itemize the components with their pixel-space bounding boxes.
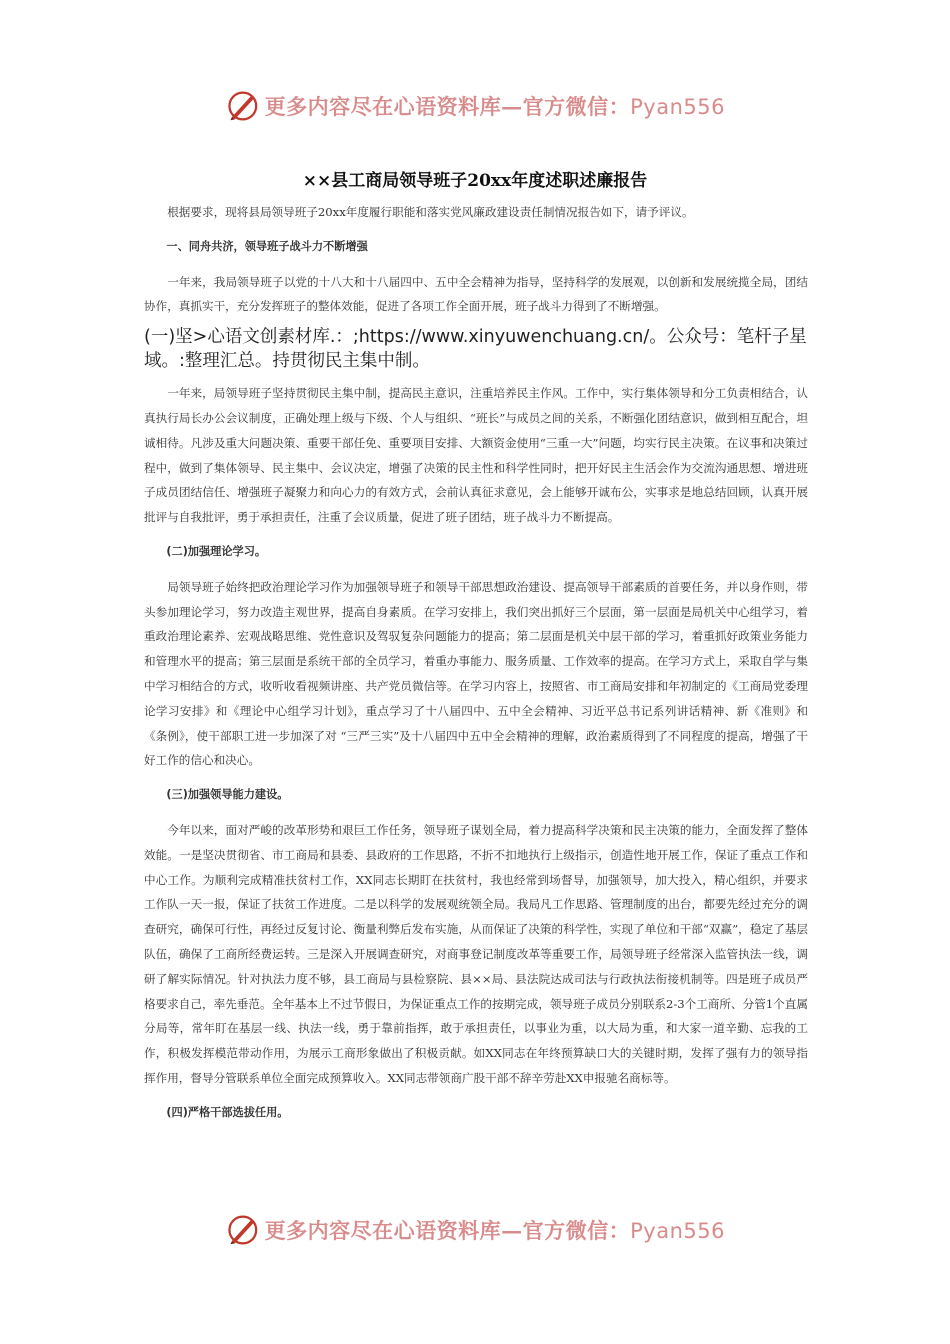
pen-logo-icon [225,87,261,125]
intro-paragraph: 根据要求，现将县局领导班子20xx年度履行职能和落实党风廉政建设责任制情况报告如下，请予评议。 [167,205,694,219]
page-title: ××县工商局领导班子20xx年度述职述廉报告 [302,171,648,191]
section1-paragraph: 一年来，我局领导班子以党的十八大和十八届四中、五中全会精神为指导，坚持科学的发展观，以创新和发展统揽全局，团结协作，真抓实干，充分发挥班子的整体效能，促进了各项工作全面开展，班子战斗力得到了不断增强。 [144,274,808,314]
banner-text: 更多内容尽在心语资料库—官方微信：Pyan556 [264,94,725,119]
document-body [144,200,808,1126]
sub3-heading: (三)加强领导能力建设。 [166,788,289,802]
sub2-heading: (二)加强理论学习。 [166,544,267,558]
watermark-line: (一)坚>心语文创素材库.：;https://www.xinyuwenchuang.cn/。公众号：笔杆子星域。:整理汇总。持贯彻民主集中制。 [144,327,807,372]
sub2-paragraph: 局领导班子始终把政治理论学习作为加强领导班子和领导干部思想政治建设、提高领导干部素质的首要任务，并以身作则，带头参加理论学习，努力改造主观世界，提高自身素质。在学习安排上，我们突出抓好三个层面，第一层面是局机关中心组学习，着重政治理论素养、宏观战略思维、党性意识及驾驭复杂问题能力的提高；第二层面是机关中层干部的学习，着重抓好政策业务能力和管理水平的提高；第三层面是系统干部的全员学习，着重办事能力、服务质量、工作效率的提高。在学习方式上，采取自学与集中学习相结合的方式，收听收看视频讲座、共产党员微信等。在学习内容上，按照省、市工商局安排和年初制定的《工商局党委理论学习安排》和《理论中心组学习计划》，重点学习了十八届四中、五中全会精神、习近平总书记系列讲话精神、新《准则》和《条例》，使干部职工进一步加深了对 “三严三实”及十八届四中五中全会精神的理解，政治素质得到了不同程度的提高，增强了干好工作的信心和决心。 [144,579,808,768]
banner-text: 更多内容尽在心语资料库—官方微信：Pyan556 [264,1218,725,1243]
section1-heading: 一、同舟共济，领导班子战斗力不断增强 [166,239,368,253]
banner-wechat-id: Pyan556 [630,1219,725,1243]
sub1-paragraph: 一年来，局领导班子坚持贯彻民主集中制，提高民主意识，注重培养民主作风。工作中，实行集体领导和分工负责相结合，认真执行局长办公会议制度，正确处理上级与下级、个人与组织、“班长”与成员之间的关系，不断强化团结意识，做到相互配合，坦诚相待。凡涉及重大问题决策、重要干部任免、重要项目安排、大额资金使用“三重一大”问题，均实行民主决策。在议事和决策过程中，做到了集体领导、民主集中、会议决定，增强了决策的民主性和科学性同时，把开好民主生活会作为交流沟通思想、增进班子成员团结信任、增强班子凝聚力和向心力的有效方式，会前认真征求意见，会上能够开诚布公，实事求是地总结回顾，认真开展批评与自我批评，勇于承担责任，注重了会议质量，促进了班子团结，班子战斗力不断提高。 [144,386,808,525]
sub3-paragraph: 今年以来，面对严峻的改革形势和艰巨工作任务，领导班子谋划全局，着力提高科学决策和民主决策的能力，全面发挥了整体效能。一是坚决贯彻省、市工商局和县委、县政府的工作思路，不折不扣地执行上级指示，创造性地开展工作，保证了重点工作和中心工作。为顺利完成精准扶贫村工作，XX同志长期盯在扶贫村，我也经常到场督导，加强领导，加大投入，精心组织，并要求工作队一天一报，保证了扶贫工作进度。二是以科学的发展观统领全局。我局凡工作思路、管理制度的出台，都要先经过充分的调查研究，确保可行性，再经过反复讨论、衡量利弊后发布实施，从而保证了决策的科学性，实现了单位和干部“双赢”，稳定了基层队伍，确保了工商所经费运转。三是深入开展调查研究，对商事登记制度改革等重要工作，局领导班子经常深入监管执法一线，调研了解实际情况。针对执法力度不够，县工商局与县检察院、县××局、县法院达成司法与行政执法衔接机制等。四是班子成员严格要求自己，率先垂范。全年基本上不过节假日，为保证重点工作的按期完成，领导班子成员分别联系2-3个工商所、分管1个直属分局等，常年盯在基层一线、执法一线，勇于靠前指挥，敢于承担责任，以事业为重，以大局为重，和大家一道辛勤、忘我的工作，积极发挥模范带动作用，为展示工商形象做出了积极贡献。如XX同志在年终预算缺口大的关键时期，发挥了强有力的领导指挥作用，督导分管联系单位全面完成预算收入。XX同志带领商广股干部不辞辛劳赴XX申报驰名商标等。 [144,822,808,1085]
sub4-heading: (四)严格干部选拔任用。 [166,1105,289,1119]
footer-banner [225,1210,725,1250]
header-banner [225,86,725,126]
pen-logo-icon [225,1211,261,1249]
banner-wechat-id: Pyan556 [630,95,725,119]
